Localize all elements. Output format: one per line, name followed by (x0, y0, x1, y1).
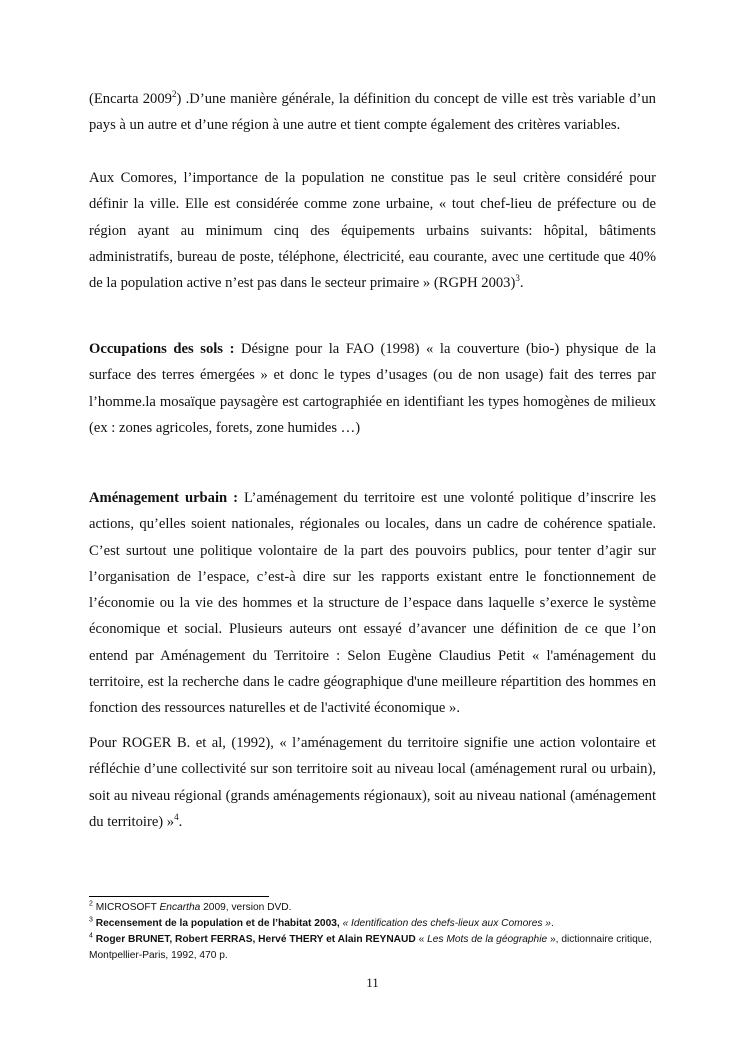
footnote-divider (89, 896, 269, 897)
term-heading: Aménagement urbain : (89, 490, 238, 506)
text: Recensement de la population et de l’habitat 2003, (92, 918, 340, 929)
text: « (415, 934, 428, 945)
text: (Encarta 2009 (89, 91, 172, 107)
paragraph-occupations (89, 336, 656, 441)
text: Aux Comores, l’importance de la population ne constitue pas le seul critère considéré pour définir la ville. Elle est considérée comme zone urbaine, « tout chef-lieu de préfecture ou de région ayant au minimum cinq des équipements urbains suivants: hôpital, bâtiments administratifs, bureau de poste, téléphone, électricité, eau courante, avec une certitude que 40% de la population active n’est pas dans le secteur primaire » (RGPH 2003) (89, 170, 656, 292)
text: . (519, 275, 524, 292)
text: Désigne pour la FAO (1998) « la couverture (bio-) physique de la surface des terres émergées » et donc le types d’usages (ou de non usage) fait des terres par l’homme.la mosaïque paysagère est cartographiée en identifiant les types homogènes de milieux (ex : zones agricoles, forets, zone humides …) (89, 341, 656, 436)
text: . (178, 813, 183, 830)
footnote-ref: 2 (171, 89, 177, 100)
footnote-ref: 3 (515, 273, 520, 284)
paragraph-amenagement (89, 485, 656, 722)
paragraph-comores (89, 165, 656, 296)
paragraph-encarta (89, 86, 656, 139)
text: », dictionnaire critique, Montpellier-Paris, 1992, 470 p. (89, 934, 652, 961)
text: . (550, 918, 554, 929)
footnote-ref: 4 (174, 812, 179, 823)
footnote-number: 4 (89, 932, 93, 940)
footnote-number: 2 (89, 900, 93, 908)
text: Pour ROGER B. et al, (1992), « l’aménagement du territoire signifie une action volontaire et réfléchie d’une collectivité sur son territoire soit au niveau local (aménagement rural ou urbain), soit au niveau régional (grands aménagements régionaux), soit au niveau national (aménagement du territoire) » (89, 735, 656, 830)
text: « Identification des chefs-lieux aux Comores » (339, 918, 551, 929)
page-number: 11 (366, 975, 379, 990)
text: L’aménagement du territoire est une volonté politique d’inscrire les actions, qu’elles soient nationales, régionales ou locales, dans un cadre de cohérence spatiale. C’est surtout une politique volontaire de la part des pouvoirs publics, pour tenter d’agir sur l’organisation de l’espace, c’est-à dire sur les rapports existant entre le fonctionnement de l’économie ou la vie des hommes et la structure de l’espace dans laquelle s’exerce le système économique et social. Plusieurs auteurs ont essayé d’avancer une définition de ce que l’on entend par Aménagement du Territoire : Selon Eugène Claudius Petit « l'aménagement du territoire, est la recherche dans le cadre géographique d'une meilleure répartition des hommes en fonction des ressources naturelles et de l'activité économique ». (89, 490, 656, 717)
text: MICROSOFT (92, 902, 160, 913)
text: 2009, version DVD. (200, 902, 292, 913)
footnote-4 (89, 932, 656, 964)
footnote-number: 3 (89, 916, 93, 924)
text: Encartha (159, 902, 201, 913)
text: Roger BRUNET, Robert FERRAS, Hervé THERY et Alain REYNAUD (92, 934, 416, 945)
paragraph-roger (89, 730, 656, 835)
footnote-3 (89, 916, 656, 932)
footnote-2 (89, 900, 656, 916)
text: Les Mots de la géographie (427, 934, 548, 945)
text: ) .D’une manière générale, la définition du concept de ville est très variable d’un pays à un autre et d’une région à une autre et tient compte également des critères variables. (89, 91, 656, 134)
term-heading: Occupations des sols : (89, 341, 235, 357)
